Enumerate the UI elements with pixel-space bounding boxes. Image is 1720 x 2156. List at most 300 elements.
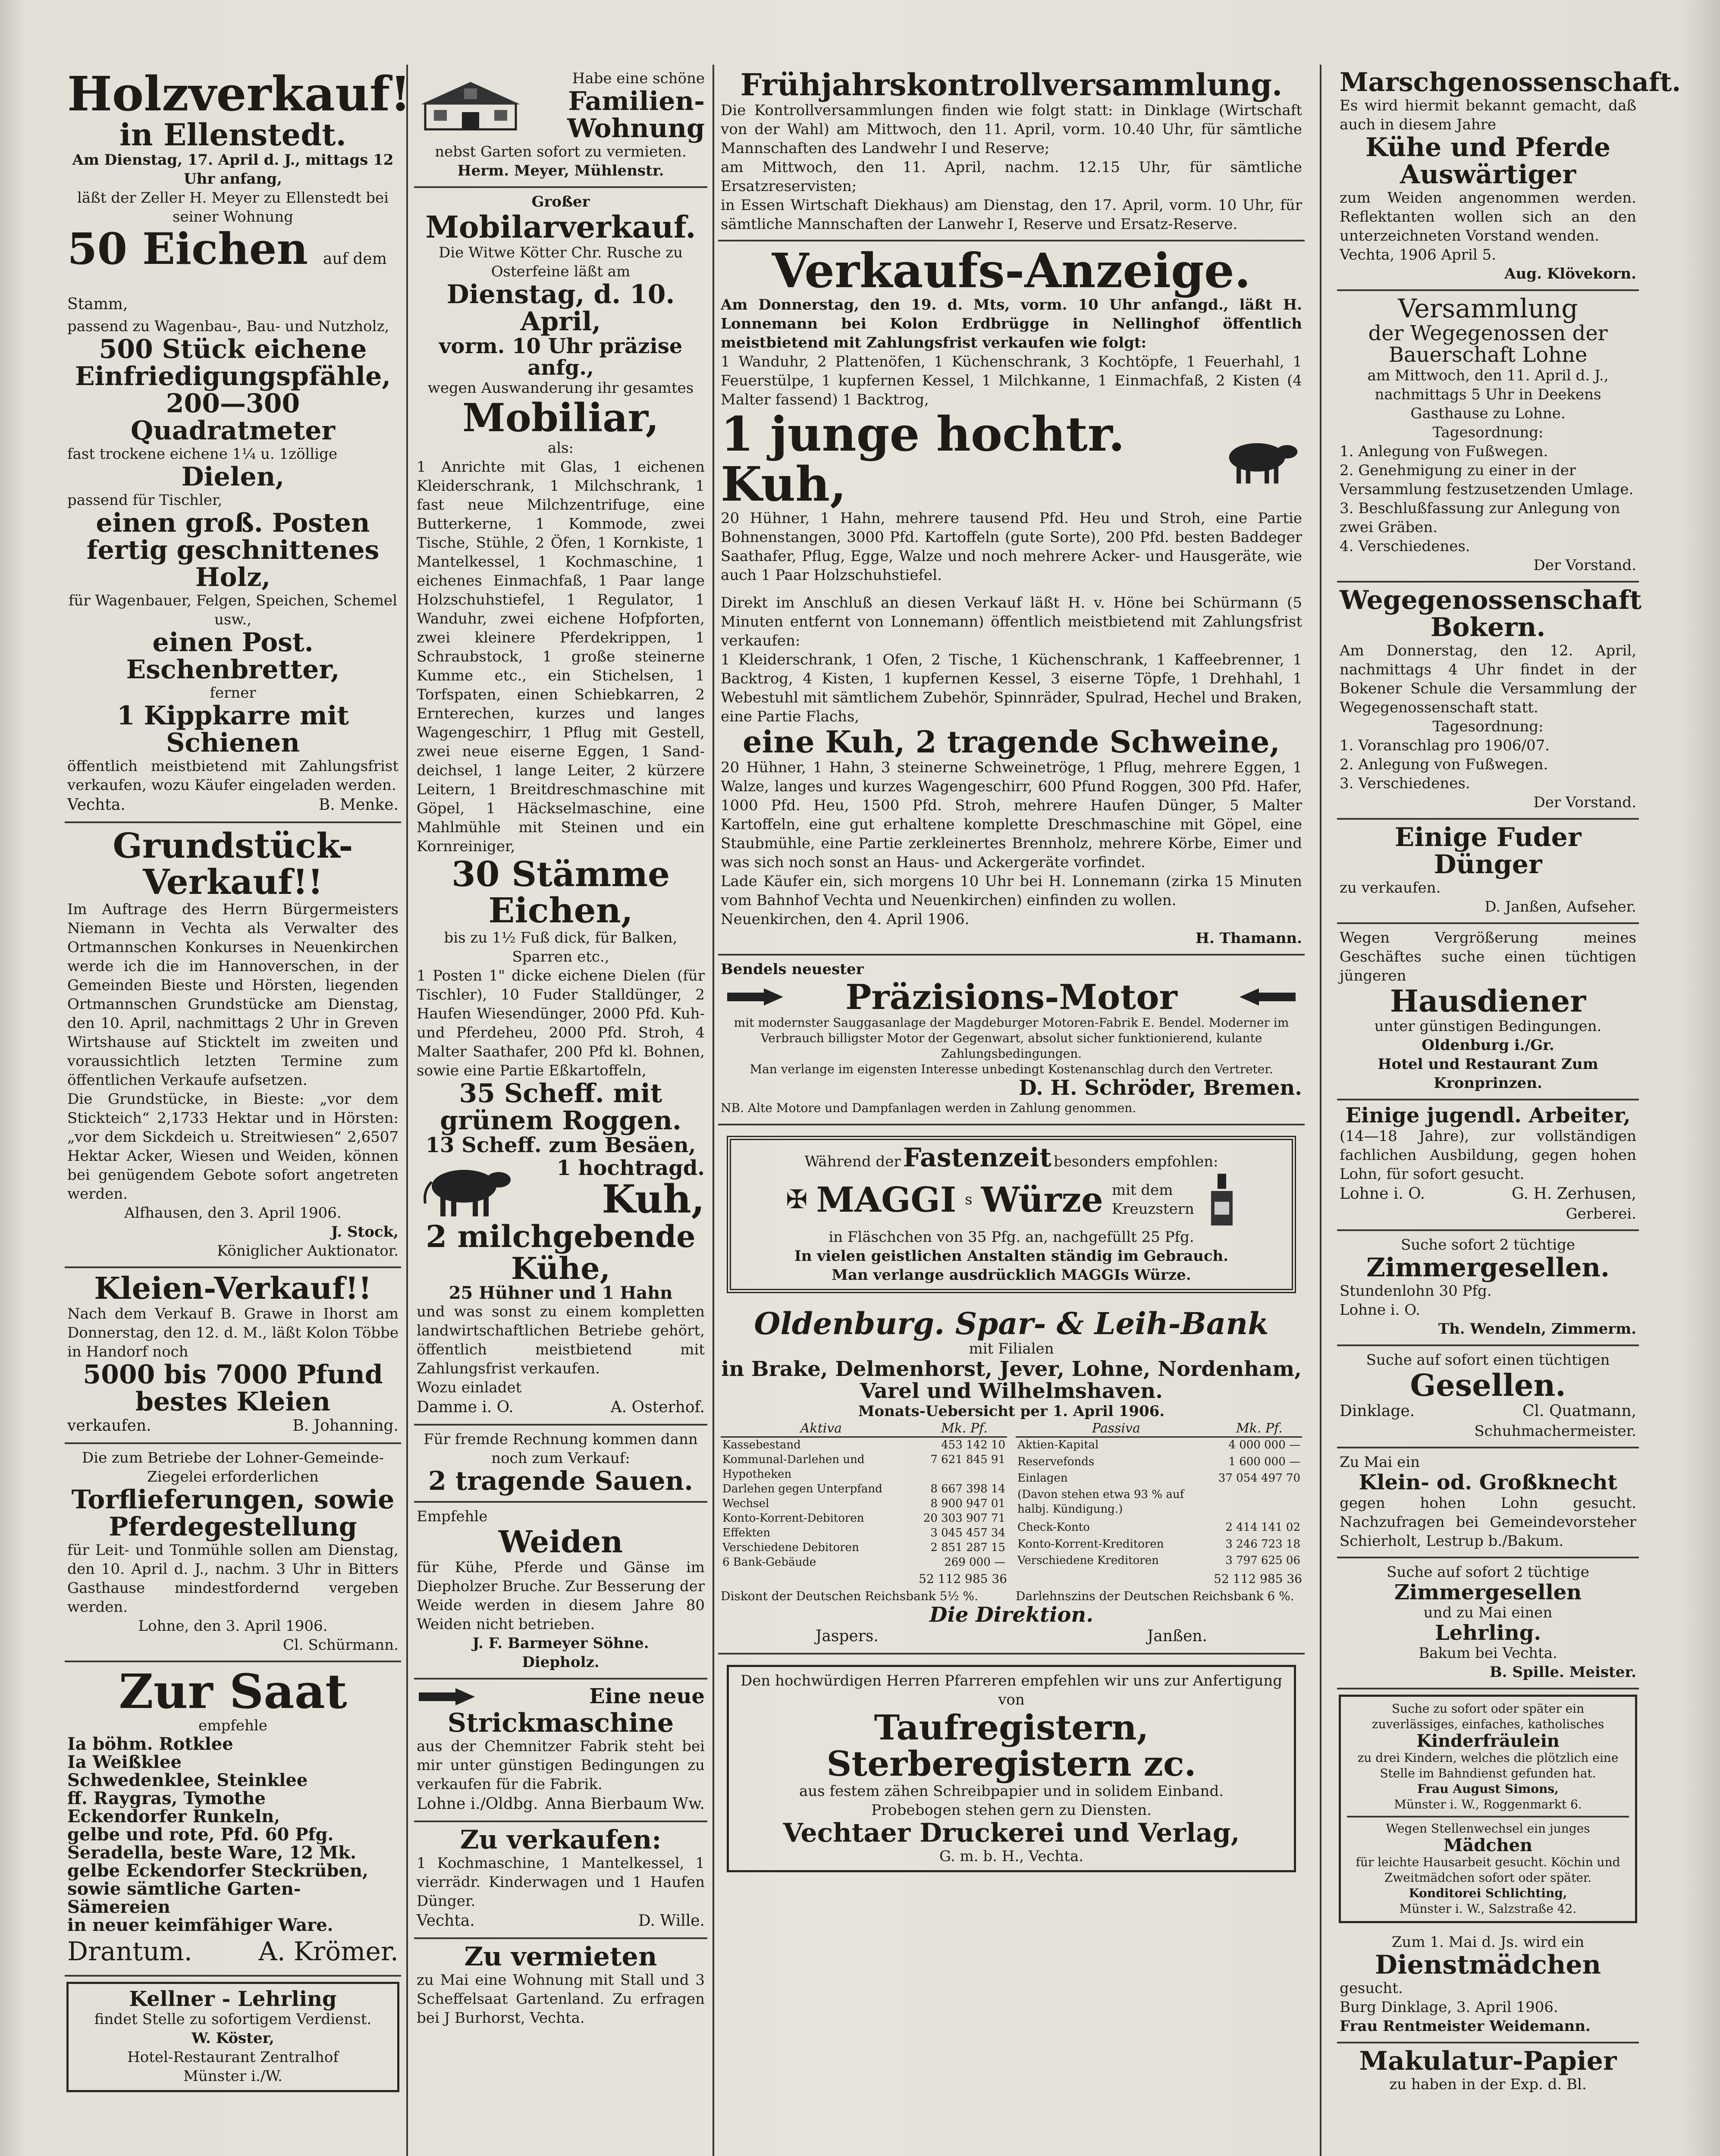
ad-strickmaschine: [414, 1680, 707, 1822]
ad-headline: 1 Kippkarre mit Schienen: [116, 701, 349, 758]
ad-text: nebst Garten sofort zu vermieten.: [435, 143, 687, 160]
ad-text: Die Witwe Kötter Chr. Rusche zu Osterfeine läßt am: [438, 244, 683, 280]
ad-signature: verkaufen. B. Johanning.: [67, 1416, 399, 1435]
ad-text: Suche auf sofort 2 tüchtige: [1387, 1563, 1589, 1581]
seed-list: [67, 1735, 399, 1934]
agenda-item: 1. Anlegung von Fußwegen.: [1340, 442, 1548, 460]
ad-text: Die zum Betriebe der Lohner-Gemeinde-Ziegelei erforderlichen: [82, 1449, 384, 1485]
row-amount: 2 851 287 15: [930, 1541, 1005, 1554]
ad-signature: Lohne i./Oldbg. Anna Bierbaum Ww.: [417, 1795, 705, 1813]
ad-text: fast trockene eichene 1¼ u. 1zöllige: [67, 445, 338, 463]
row-amount: 3 045 457 34: [930, 1526, 1005, 1540]
bank-totals: [721, 1570, 1302, 1589]
ad-signature: D. Janßen, Aufseher.: [1485, 898, 1636, 915]
ad-text: Im Auftrage des Herrn Bürgermeisters Niemann in Vechta als Verwalter des Ortmannschen Konkurses in Neuenkirchen werde ich die im Hannoverschen, in der Gemeinden Bieste und Hörsten, liegenden Ortmannschen Grundstücke am Dienstag, den 10. April, nachmittags 2 Uhr in Greven Wirtshause auf Sticktelt im zweiten und voraussichtlich letzten Termine zum öffentlichen Verkaufe aufsetzen.: [67, 901, 399, 1089]
ad-title: Kellner - Lehrling: [129, 1987, 337, 2011]
bottle-icon: [1207, 1172, 1237, 1228]
ad-title: Versammlung: [1398, 294, 1578, 324]
row-amount: 8 900 947 01: [930, 1497, 1005, 1510]
ad-text: in Fläschchen von 35 Pfg. an, nachgefüllt 25 Pfg.: [829, 1228, 1194, 1246]
ad-text: und zu Mai einen: [1423, 1604, 1553, 1621]
ad-text: Es wird hiermit bekannt gemacht, daß auch in diesem Jahre: [1340, 97, 1636, 133]
ad-date: Lohne, den 3. April 1906.: [138, 1617, 328, 1635]
ad-headline: Mobiliar,: [462, 395, 659, 441]
ad-zimmergesellen: [1337, 1231, 1639, 1346]
ad-signature: Dinklage. Cl. Quatmann,: [1340, 1402, 1636, 1420]
ad-text: Oldenburg i./Gr.: [1422, 1037, 1554, 1054]
agenda-item: 2. Genehmigung zu einer in der Versammlung festzusetzenden Umlage.: [1340, 461, 1634, 498]
ad-text: passend zu Wagenbau-, Bau- und Nutzholz,: [67, 318, 389, 335]
ad-headline: Dielen,: [181, 462, 285, 492]
ad-date: Monats-Uebersicht per 1. April 1906.: [858, 1403, 1165, 1420]
ad-title: Wegegenossenschaft: [1340, 585, 1642, 615]
row-label: Darlehen gegen Unterpfand: [722, 1482, 882, 1496]
row-amount: 453 142 10: [941, 1438, 1005, 1452]
ad-taufregister: [727, 1665, 1296, 1872]
ad-signature: J. F. Barmeyer Söhne.: [472, 1634, 649, 1652]
ad-text: wegen Auswanderung ihr gesamtes: [427, 379, 694, 397]
seed-item: sowie sämtliche Garten-Sämereien: [67, 1879, 301, 1917]
row-label: Verschiedene Debitoren: [722, 1541, 859, 1554]
ad-title: Zimmergesellen: [1394, 1580, 1582, 1604]
ad-text: 1 Posten 1" dicke eichene Dielen (für Tischler), 10 Fuder Stalldünger, 2 Haufen Wiesendünger, 2000 Pfd. Kuh- und Pferdeheu, 2000 Pfd. Stroh, 4 Malter Saathafer, 200 Pfd kl. Bohnen, sowie eine Partie Eßkartoffeln,: [417, 967, 705, 1079]
column-4: [1337, 65, 1681, 2156]
column-3: [718, 65, 1305, 2156]
row-label: 6 Bank-Gebäude: [722, 1556, 816, 1569]
ad-title: Einige jugendl. Arbeiter,: [1345, 1103, 1631, 1128]
ad-text: empfehle: [198, 1717, 267, 1734]
ad-verkaufs-anzeige: [718, 241, 1305, 956]
ad-signature: Vechta. B. Menke.: [67, 796, 399, 814]
ad-headline: 25 Hühner und 1 Hahn: [449, 1283, 673, 1304]
ad-signature: Jaspers. Janßen.: [816, 1627, 1207, 1645]
agenda-item: 3. Verschiedenes.: [1340, 774, 1470, 792]
ad-date: Alfhausen, den 3. April 1906.: [124, 1204, 342, 1222]
ad-title: Mädchen: [1443, 1835, 1533, 1856]
ad-signature: B. Spille. Meister.: [1489, 1664, 1636, 1681]
ad-headline: 1 junge hochtr. Kuh,: [721, 406, 1125, 512]
ad-signature: Vechtaer Druckerei und Verlag,: [783, 1818, 1240, 1848]
table-row: [1016, 1520, 1302, 1536]
ad-title: Mobilarverkauf.: [425, 209, 696, 245]
ad-title: Hausdiener: [1390, 983, 1586, 1019]
table-row: [1016, 1437, 1302, 1454]
ad-text: Am Donnerstag, den 19. d. Mts, vorm. 10 Uhr anfangd., läßt H. Lonnemann bei Kolon Erdbrügge in Nellinghof öffentlich meistbietend mit Zahlungsfrist verkaufen wie folgt:: [721, 296, 1302, 351]
ad-title: Kinderfräulein: [1416, 1731, 1560, 1752]
ad-zimmergesellen-lehrling: [1337, 1558, 1639, 1690]
ad-headline: 500 Stück eichene Einfriedigungspfähle,: [75, 334, 391, 392]
ad-headline: 2 tragende Sauen.: [428, 1466, 694, 1497]
ad-holzverkauf: [65, 65, 411, 823]
ad-text: Stundenlohn 30 Pfg.: [1340, 1282, 1492, 1300]
ad-title: Weiden: [498, 1524, 623, 1560]
row-label: Einlagen: [1017, 1471, 1068, 1485]
ad-headline: einen Post. Eschenbretter,: [126, 627, 340, 685]
column-1: [65, 65, 411, 2156]
ad-text: Wozu einladet: [417, 1379, 522, 1397]
ad-text: öffentlich meistbietend mit Zahlungsfrist verkaufen, wozu Käufer eingeladen werden.: [67, 758, 399, 794]
ad-title: Bauerschaft Lohne: [1388, 343, 1588, 367]
ad-grundstueck: [65, 823, 401, 1268]
ad-text: 1 Kochmaschine, 1 Mantelkessel, 1 vierrädr. Kinderwagen und 1 Haufen Dünger.: [417, 1854, 705, 1910]
table-row: [721, 1496, 1007, 1511]
ad-text: gesucht.: [1340, 1980, 1403, 1997]
row-label: Kassebestand: [722, 1438, 801, 1452]
table-row: [1016, 1537, 1302, 1553]
ad-headline: Sterberegistern zc.: [826, 1743, 1196, 1784]
table-row: [721, 1452, 1007, 1482]
ad-signature: Th. Wendeln, Zimmerm.: [1438, 1320, 1636, 1338]
ad-hausdiener: [1337, 924, 1639, 1101]
ad-signature: Münster i. W., Roggenmarkt 6.: [1394, 1797, 1582, 1812]
seed-item: gelbe und rote, Pfd. 60 Pfg.: [67, 1824, 334, 1845]
ad-text: Habe eine schöne: [572, 70, 705, 87]
ad-text: NB. Alte Motore und Dampfanlagen werden in Zahlung genommen.: [721, 1100, 1136, 1115]
maggi-brand: MAGGI: [816, 1179, 957, 1220]
ad-text: zu verkaufen.: [1340, 879, 1441, 896]
ad-title: Familien-: [568, 86, 705, 116]
ad-signature: Cl. Schürmann.: [283, 1636, 399, 1654]
ad-signature: Diepholz.: [522, 1653, 599, 1671]
ad-signature: H. Thamann.: [1195, 929, 1302, 947]
ad-text: zu drei Kindern, welches die plötzlich eine Stelle im Bahndienst gefunden hat.: [1357, 1751, 1619, 1781]
ad-kellner: [66, 1982, 399, 2092]
row-amount: 20 303 907 71: [923, 1512, 1005, 1525]
ad-title: Zu verkaufen:: [460, 1824, 662, 1855]
ad-dienstmaedchen: [1337, 1928, 1639, 2043]
row-amount: 7 621 845 91: [930, 1453, 1005, 1467]
ad-text: Großer: [531, 193, 590, 210]
ad-text: ferner: [210, 684, 256, 702]
ad-headline: 5000 bis 7000 Pfund: [83, 1359, 383, 1390]
ad-text: aus der Chemnitzer Fabrik steht bei mir unter günstigen Bedingungen zu verkaufen für die Fabrik.: [417, 1737, 705, 1793]
seed-item: in neuer keimfähiger Ware.: [67, 1915, 333, 1935]
ad-text: 20 Hühner, 1 Hahn, 3 steinerne Schweinetröge, 1 Pflug, mehrere Eggen, 1 Walze, langes und kurzes Wagengeschirr, 600 Pfund Roggen, 300 Pfd. Hafer, 1000 Pfd. Heu, 1500 Pfd. Stroh, mehrere Haufen Dünger, 5 Malter Kartoffeln, eine gut erhaltene komplette Dreschmaschine mit Göpel, eine Staubmühle, eine Partie zerkleinertes Brennholz, mehrere Körbe, Eimer und was sich noch sonst an Haus- und Ackergeräte vorfindet.: [721, 758, 1302, 871]
ad-text: Darlehnszins der Deutschen Reichsbank 6 %.: [1016, 1589, 1294, 1604]
ad-title: Verkaufs-Anzeige.: [772, 242, 1251, 298]
ad-title: Holzverkauf!: [67, 66, 411, 122]
agenda-list: [1340, 736, 1636, 793]
agenda-list: [1340, 442, 1636, 556]
table-row: [1016, 1553, 1302, 1570]
cow-icon: [1216, 431, 1302, 487]
ad-text: mit dem Kreuzstern: [1111, 1181, 1194, 1218]
agenda-item: 1. Voranschlag pro 1906/07.: [1340, 736, 1550, 754]
ad-wegegenossen: [1337, 291, 1639, 583]
ad-arbeiter: [1337, 1100, 1639, 1231]
ad-text: Wegen Stellenwechsel ein junges: [1386, 1821, 1590, 1836]
ad-headline: Taufregistern,: [874, 1707, 1149, 1748]
cross-star-icon: ✠: [786, 1184, 808, 1215]
pointing-hand-icon: [417, 1684, 477, 1710]
ad-text: in Essen Wirtschaft Diekhaus) am Dienstag, den 17. April, vorm. 10 Uhr, für sämtliche Mannschaften der Lanwehr I, Reserve und Ersatz-Reserve.: [721, 196, 1302, 233]
ad-title: Klein- od. Großknecht: [1359, 1470, 1617, 1495]
ad-text: aus festem zähen Schreibpapier und in solidem Einband.: [799, 1782, 1224, 1800]
row-amount: 2 414 141 02: [1225, 1521, 1300, 1534]
column-rule: [712, 65, 714, 2156]
ad-text: 1 Kleiderschrank, 1 Ofen, 2 Tische, 1 Küchenschrank, 1 Kaffeebrenner, 1 Backtrog, 4 Kisten, 1 kupfernen Kessel, 3 eiserne Töpfe, 1 Drehhahl, 1 Webestuhl mit sämtlichem Zubehör, Spinnräder, Spulrad, Hechel und Braken, eine Partie Flachs,: [721, 651, 1302, 725]
ad-headline: eine Kuh, 2 tragende Schweine,: [743, 724, 1280, 760]
ad-text: Empfehle: [417, 1508, 488, 1526]
ad-bank: [718, 1304, 1305, 1655]
ad-text: Man verlange im eigensten Interesse unbedingt Kostenanschlag durch den Vertreter.: [750, 1062, 1273, 1076]
ad-signature: Frau Rentmeister Weidemann.: [1340, 2018, 1591, 2035]
ad-text: Suche zu sofort oder später ein zuverlässiges, einfaches, katholisches: [1372, 1702, 1604, 1732]
ad-title: Einige Fuder Dünger: [1394, 822, 1582, 880]
ad-text: Man verlange ausdrücklich MAGGIs Würze.: [832, 1266, 1191, 1284]
cow-icon: [417, 1156, 516, 1221]
ad-text: Zum 1. Mai d. Js. wird ein: [1391, 1934, 1585, 1951]
row-label: Konto-Korrent-Debitoren: [722, 1512, 864, 1525]
ad-title: Dienstmädchen: [1375, 1950, 1601, 1981]
ad-headline: bestes Kleien: [135, 1386, 331, 1417]
ad-title: Lehrling.: [1434, 1620, 1541, 1645]
ad-title: Oldenburg. Spar- & Leih-Bank: [754, 1305, 1269, 1341]
ad-duenger: [1337, 820, 1639, 924]
column-2: [414, 65, 707, 2156]
ad-text: als:: [547, 439, 574, 457]
maggi-header: Während der Fastenzeit besonders empfohlen:: [804, 1142, 1218, 1173]
ad-text: Den hochwürdigen Herren Pfarreren empfehlen wir uns zur Anfertigung von: [740, 1672, 1283, 1708]
ad-text: bis zu 1½ Fuß dick, für Balken, Sparren etc.,: [444, 929, 678, 965]
ad-signature: D. H. Schröder, Bremen.: [1019, 1075, 1302, 1100]
ad-torf: [65, 1444, 401, 1662]
ad-text: Am Donnerstag, den 12. April, nachmittags 4 Uhr findet in der Bokener Schule die Versammlung der Wegegenossenschaft statt.: [1340, 642, 1636, 716]
row-label: Check-Konto: [1017, 1521, 1090, 1534]
ad-text: läßt der Zeller H. Meyer zu Ellenstedt bei seiner Wohnung: [77, 189, 389, 226]
ad-text: Probebogen stehen gern zu Diensten.: [871, 1801, 1152, 1819]
pointing-hand-icon: [721, 984, 790, 1010]
ad-motor: [718, 956, 1305, 1125]
seed-item: gelbe Eckendorfer Steckrüben,: [67, 1861, 368, 1881]
table-row: [1016, 1454, 1302, 1471]
ad-date: Vechta, 1906 April 5.: [1340, 246, 1496, 263]
agenda-item: 2. Anlegung von Fußwegen.: [1340, 755, 1548, 773]
ad-marschgenossenschaft: [1337, 65, 1681, 291]
ad-text: s: [965, 1191, 973, 1208]
maggi-product: Würze: [981, 1179, 1103, 1220]
ad-text: am Mittwoch, den 11. April d. J., nachmittags 5 Uhr in Deekens Gasthause zu Lohne.: [1367, 367, 1609, 422]
ad-bokern: [1337, 583, 1642, 820]
table-row: [721, 1540, 1007, 1555]
table-row: [721, 1511, 1007, 1526]
ad-signature: Der Vorstand.: [1533, 793, 1636, 811]
ad-signature: Frau August Simons,: [1417, 1782, 1559, 1796]
seed-item: Seradella, beste Ware, 12 Mk.: [67, 1843, 356, 1863]
ad-headline: 2 milchgebende Kühe,: [426, 1219, 696, 1286]
ad-signature: Die Direktion.: [929, 1603, 1094, 1627]
ad-title: Zimmergesellen.: [1366, 1252, 1610, 1283]
bank-balance: [721, 1421, 1302, 1570]
row-label: Kommunal-Darlehen und Hypotheken: [722, 1453, 865, 1481]
ad-text: Hotel-Restaurant Zentralhof: [127, 2049, 339, 2066]
ad-text: 1 Wanduhr, 2 Plattenöfen, 1 Küchenschrank, 3 Kochtöpfe, 1 Feuerhahl, 1 Feuerstülpe, 1 kupfernen Kessel, 1 Milchkanne, 1 Einmachfaß, 2 Kisten (4 Malter fassend) 1 Backtrog,: [721, 353, 1302, 408]
ad-text: unter günstigen Bedingungen.: [1374, 1018, 1602, 1035]
ad-headline: 35 Scheff. mit grünem Roggen.: [440, 1078, 681, 1136]
ad-title: Präzisions-Motor: [845, 976, 1177, 1017]
ad-text: mit modernster Sauggasanlage der Magdeburger Motoren-Fabrik E. Bendel. Moderner im Verbrauch billigster Motor der Gegenwart, absolut sicher funktionierend, kulante Zahlungsbedingungen.: [734, 1015, 1289, 1061]
ad-zu-vermieten: [414, 1939, 707, 2034]
ad-text: Für fremde Rechnung kommen dann noch zum Verkauf:: [424, 1431, 698, 1467]
ad-text: Suche sofort 2 tüchtige: [1400, 1236, 1576, 1253]
ad-date: Am Dienstag, 17. April d. J., mittags 12 Uhr anfang,: [72, 151, 394, 188]
ad-signature: Münster i. W., Salzstraße 42.: [1399, 1902, 1577, 1916]
ad-title: Strickmaschine: [447, 1708, 674, 1738]
ad-text: Lohne i. O.: [1340, 1301, 1420, 1319]
seed-item: Ia Weißklee: [67, 1752, 182, 1772]
ad-text: in Brake, Delmenhorst, Jever, Lohne, Nordenham, Varel und Wilhelmshaven.: [721, 1357, 1302, 1403]
row-label: Reservefonds: [1017, 1455, 1095, 1468]
table-row: [1016, 1487, 1302, 1520]
ad-mobiliar: [414, 188, 707, 1426]
ad-signature: Gerberei.: [1566, 1205, 1636, 1222]
ad-kinderfraeulein: [1339, 1695, 1637, 1923]
ad-signature: Konditorei Schlichting,: [1409, 1886, 1567, 1901]
ad-title: Zur Saat: [119, 1663, 347, 1719]
row-label: Effekten: [722, 1526, 771, 1540]
ad-signature: G. m. b. H., Vechta.: [939, 1847, 1084, 1865]
ad-text: und was sonst zu einem kompletten landwirtschaftlichen Betriebe gehört, öffentlich meistbietend mit Zahlungsfrist verkaufen.: [417, 1303, 705, 1378]
table-row: [721, 1555, 1007, 1570]
table-row: [721, 1526, 1007, 1540]
ad-kontrollversammlung: [718, 65, 1305, 241]
row-label: Aktien-Kapital: [1017, 1438, 1099, 1452]
ad-text: für Leit- und Tonmühle sollen am Dienstag, den 10. April d. J., nachm. 3 Uhr in Bitters Gasthause mindestfordernd vergeben werden.: [67, 1541, 399, 1616]
ad-text: Direkt im Anschluß an diesen Verkauf läßt H. v. Höne bei Schürmann (5 Minuten entfernt von Lonnemann) öffentlich meistbietend mit Zahlungsfrist verkaufen:: [721, 594, 1302, 649]
ad-saat: [65, 1662, 401, 1977]
ad-signature: Der Vorstand.: [1533, 556, 1636, 574]
ad-signature: J. Stock,: [331, 1223, 399, 1241]
ad-title: Torflieferungen, sowie Pferdegestellung: [71, 1484, 395, 1542]
ad-headline: Kühe und Pferde Auswärtiger: [1365, 132, 1611, 190]
row-amount: 1 600 000 —: [1228, 1455, 1300, 1468]
seed-item: Schwedenklee, Steinklee: [67, 1770, 308, 1790]
agenda-title: Tagesordnung:: [1432, 718, 1544, 735]
ad-signature: Schuhmachermeister.: [1474, 1423, 1636, 1440]
ad-knecht: [1337, 1448, 1639, 1558]
ad-signature: Aug. Klövekorn.: [1504, 265, 1636, 282]
ad-date: Dienstag, d. 10. April,: [446, 279, 675, 337]
ad-headline: 30 Stämme Eichen,: [452, 853, 670, 931]
ad-signature: Drantum. A. Krömer.: [67, 1937, 399, 1967]
column-rule: [406, 65, 408, 2156]
ad-text: Wegen Vergrößerung meines Geschäftes suche einen tüchtigen jüngeren: [1340, 929, 1636, 984]
agenda-title: Tagesordnung:: [1432, 423, 1544, 441]
ad-headline: 50 Eichen auf dem Stamm,: [67, 223, 387, 313]
ad-title: Marschgenossenschaft.: [1340, 67, 1681, 97]
seed-item: Ia böhm. Rotklee: [67, 1734, 233, 1754]
ad-headline: 13 Scheff. zum Besäen,: [425, 1133, 696, 1157]
ad-subtitle: in Ellenstedt.: [119, 116, 346, 153]
ad-text: Diskont der Deutschen Reichsbank 5½ %.: [721, 1589, 979, 1604]
row-amount: 37 054 497 70: [1218, 1471, 1300, 1485]
ad-text: gegen hohen Lohn gesucht. Nachzufragen bei Gemeindevorsteher Schierholt, Lestrup b./Bakum.: [1340, 1494, 1636, 1550]
ad-title: Bokern.: [1430, 612, 1546, 642]
ad-signature: Damme i. O. A. Osterhof.: [417, 1398, 705, 1416]
row-amount: [1217, 1487, 1302, 1520]
ad-title: Zu vermieten: [464, 1941, 657, 1972]
ad-signature: Hotel und Restaurant Zum Kronprinzen.: [1378, 1056, 1598, 1092]
column-rule: [1320, 65, 1321, 2156]
table-row: [721, 1482, 1007, 1496]
pointing-hand-icon: [1233, 984, 1302, 1010]
total-passiva: 52 112 985 36: [1214, 1572, 1302, 1586]
ad-text: 20 Hühner, 1 Hahn, mehrere tausend Pfd. Heu und Stroh, eine Partie Bohnenstangen, 3000 Pfd. Kartoffeln (gute Sorte), 200 Pfd. besten Baddeger Saathafer, Pflug, Egge, Walze und noch mehrere Acker- und Hausgeräte, wie auch 1 Paar Holzschuhstiefel.: [721, 510, 1302, 584]
house-icon: [417, 78, 524, 134]
ad-kleien: [65, 1268, 401, 1444]
ad-headline: 1 hochtragd.: [556, 1156, 705, 1180]
ad-text: Suche auf sofort einen tüchtigen: [1366, 1351, 1610, 1369]
ad-signature: Königlicher Auktionator.: [217, 1242, 399, 1260]
ad-text: Zu Mai ein: [1340, 1454, 1420, 1471]
agenda-item: 3. Beschlußfassung zur Anlegung von zwei Gräben.: [1340, 499, 1620, 536]
table-row: [721, 1437, 1007, 1453]
ad-text: zu haben in der Exp. d. Bl.: [1389, 2076, 1587, 2093]
ad-text: Bakum bei Vechta.: [1419, 1645, 1557, 1662]
row-label: Wechsel: [722, 1497, 769, 1510]
ad-signature: W. Köster,: [191, 2030, 274, 2047]
ad-title: Eine neue: [589, 1684, 705, 1709]
ad-text: (14—18 Jahre), zur vollständigen fachlichen Ausbildung, gegen hohen Lohn, für sofort gesucht.: [1340, 1127, 1636, 1183]
ad-title: Wohnung: [567, 113, 705, 144]
ad-gesellen: [1337, 1346, 1639, 1449]
ad-text: passend für Tischler,: [67, 492, 223, 509]
ad-text: In vielen geistlichen Anstalten ständig im Gebrauch.: [794, 1247, 1229, 1265]
total-aktiva: 52 112 985 36: [919, 1572, 1007, 1586]
ad-headline: Kuh,: [602, 1176, 705, 1222]
row-label: Konto-Korrent-Kreditoren: [1017, 1537, 1164, 1551]
ad-title: Kleien-Verkauf!!: [94, 1270, 372, 1306]
row-label: Verschiedene Kreditoren: [1017, 1554, 1159, 1567]
ad-title: Grundstück-Verkauf!!: [113, 825, 353, 902]
ad-text: Lade Käufer ein, sich morgens 10 Uhr bei H. Lonnemann (zirka 15 Minuten vom Bahnhof Vechta und Neuenkirchen) einfinden zu wollen.: [721, 872, 1302, 909]
ad-text: mit Filialen: [969, 1340, 1054, 1358]
ad-title: Gesellen.: [1410, 1367, 1566, 1403]
ad-text: Bendels neuester: [721, 960, 864, 978]
ad-wohnung: [414, 65, 707, 188]
ad-signature: Herm. Meyer, Mühlenstr.: [457, 162, 664, 179]
row-amount: 4 000 000 —: [1228, 1438, 1300, 1452]
agenda-item: 4. Verschiedenes.: [1340, 537, 1470, 555]
row-label: (Davon stehen etwa 93 % auf halbj. Kündigung.): [1017, 1488, 1184, 1516]
ad-text: für leichte Hausarbeit gesucht. Köchin und Zweitmädchen sofort oder später.: [1356, 1855, 1620, 1885]
ad-text: zu Mai eine Wohnung mit Stall und 3 Scheffelsaat Gartenland. Zu erfragen bei J Burhorst, Vechta.: [417, 1971, 705, 2027]
ad-text: findet Stelle zu sofortigem Verdienst.: [94, 2011, 372, 2028]
ad-text: Die Kontrollversammlungen finden wie folgt statt: in Dinklage (Wirtschaft von der Wahl) am Mittwoch, den 11. April, vorm. 10.40 Uhr, für sämtliche Mannschaften des Landwehr I und Reserve;: [721, 101, 1302, 157]
ad-maggi: [727, 1136, 1296, 1293]
row-amount: 269 000 —: [944, 1556, 1005, 1569]
row-amount: 8 667 398 14: [930, 1482, 1005, 1496]
row-amount: 3 246 723 18: [1225, 1537, 1300, 1551]
table-row: [1016, 1471, 1302, 1487]
passiva-table: Passiva Mk. Pf. Aktien-Kapital 4 000 000 — Reservefonds 1 600 000 — Einlagen 37 054 497 70 (Davon stehen etwa 93 % auf halbj. Kündigung.) Check-Konto 2 414 141 02 Konto-Korrent-Kreditoren 3 246 723 18 Verschiedene Kreditoren 3 797 625 06: [1016, 1421, 1302, 1570]
ad-text: am Mittwoch, den 11. April, nachm. 12.15 Uhr, für sämtliche Ersatzreservisten;: [721, 158, 1302, 195]
ad-headline: 200—300 Quadratmeter: [130, 389, 336, 446]
ad-text: Münster i./W.: [183, 2068, 282, 2085]
ad-weiden: [414, 1503, 707, 1680]
row-amount: 3 797 625 06: [1225, 1554, 1300, 1567]
ad-sauen: [414, 1426, 707, 1503]
ad-date: vorm. 10 Uhr präzise anfg.,: [439, 334, 683, 380]
ad-makulatur: [1337, 2043, 1639, 2100]
seed-item: ff. Raygras, Tymothe: [67, 1788, 266, 1808]
ad-zu-verkaufen: [414, 1822, 707, 1939]
ad-date: Neuenkirchen, den 4. April 1906.: [721, 910, 970, 928]
ad-title: Frühjahrskontrollversammlung.: [740, 67, 1283, 103]
ad-headline: einen groß. Posten fertig geschnittenes Holz,: [86, 508, 380, 592]
ad-text: für Kühe, Pferde und Gänse im Diepholzer Bruche. Zur Besserung der Weide werden in diesem Jahre 80 Weiden nicht betrieben.: [417, 1558, 705, 1633]
ad-text: für Wagenbauer, Felgen, Speichen, Schemel usw.,: [68, 592, 398, 628]
